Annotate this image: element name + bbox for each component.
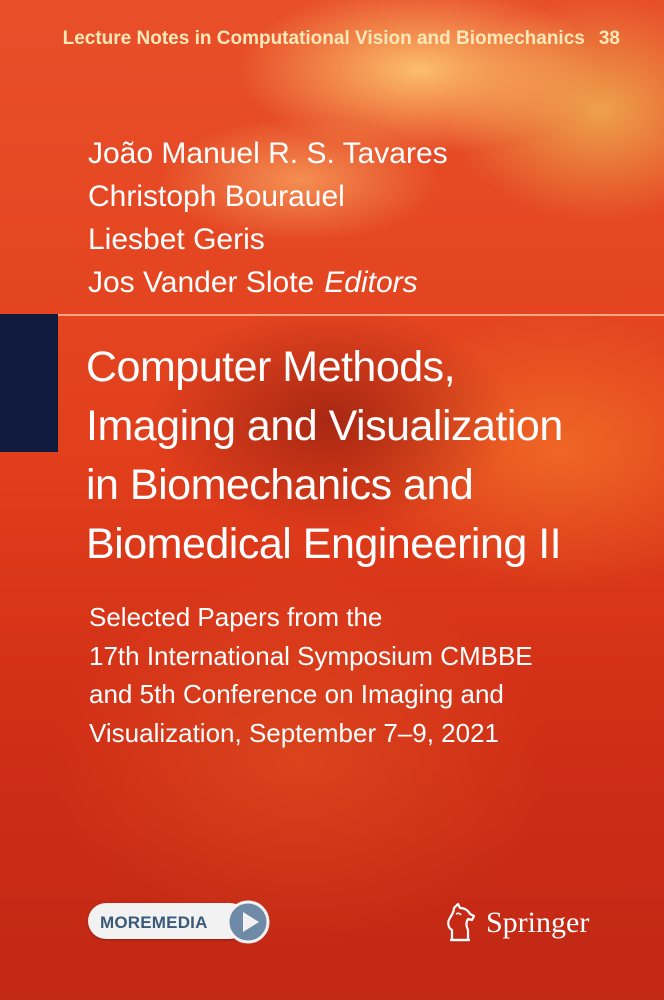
series-line (63, 28, 620, 50)
title-line: in Biomechanics and (86, 461, 474, 509)
title-line: Computer Methods, (86, 343, 456, 391)
editor-name: Jos Vander Slote (88, 266, 315, 299)
divider-line (58, 314, 664, 316)
title-line: Imaging and Visualization (86, 402, 563, 450)
publisher-name: Springer (486, 906, 590, 939)
springer-horse-logo-icon (444, 900, 478, 942)
subtitle-line: 17th International Symposium CMBBE (89, 640, 533, 671)
editors-role: Editors (324, 266, 418, 299)
series-number: 38 (598, 28, 620, 49)
title-line: Biomedical Engineering II (86, 520, 562, 568)
subtitle-line: Selected Papers from the (89, 602, 383, 632)
editors-block (88, 132, 448, 304)
subtitle-line: and 5th Conference on Imaging and (89, 679, 504, 709)
editor-name: Liesbet Geris (88, 223, 265, 256)
book-title (86, 338, 646, 574)
subtitle-line: Visualization, September 7–9, 2021 (89, 717, 500, 748)
series-name: Lecture Notes in Computational Vision and Biomechanics (62, 28, 585, 49)
accent-bar (0, 314, 58, 452)
publisher-logo (444, 898, 614, 948)
moremedia-label: MOREMEDIA (100, 913, 208, 932)
moremedia-pill (88, 903, 248, 939)
editor-name: Christoph Bourauel (88, 180, 345, 213)
book-subtitle (89, 598, 629, 752)
editor-name-with-role (88, 261, 448, 304)
play-icon[interactable] (226, 900, 270, 944)
moremedia-badge[interactable] (88, 900, 274, 944)
editor-name: João Manuel R. S. Tavares (88, 137, 448, 170)
